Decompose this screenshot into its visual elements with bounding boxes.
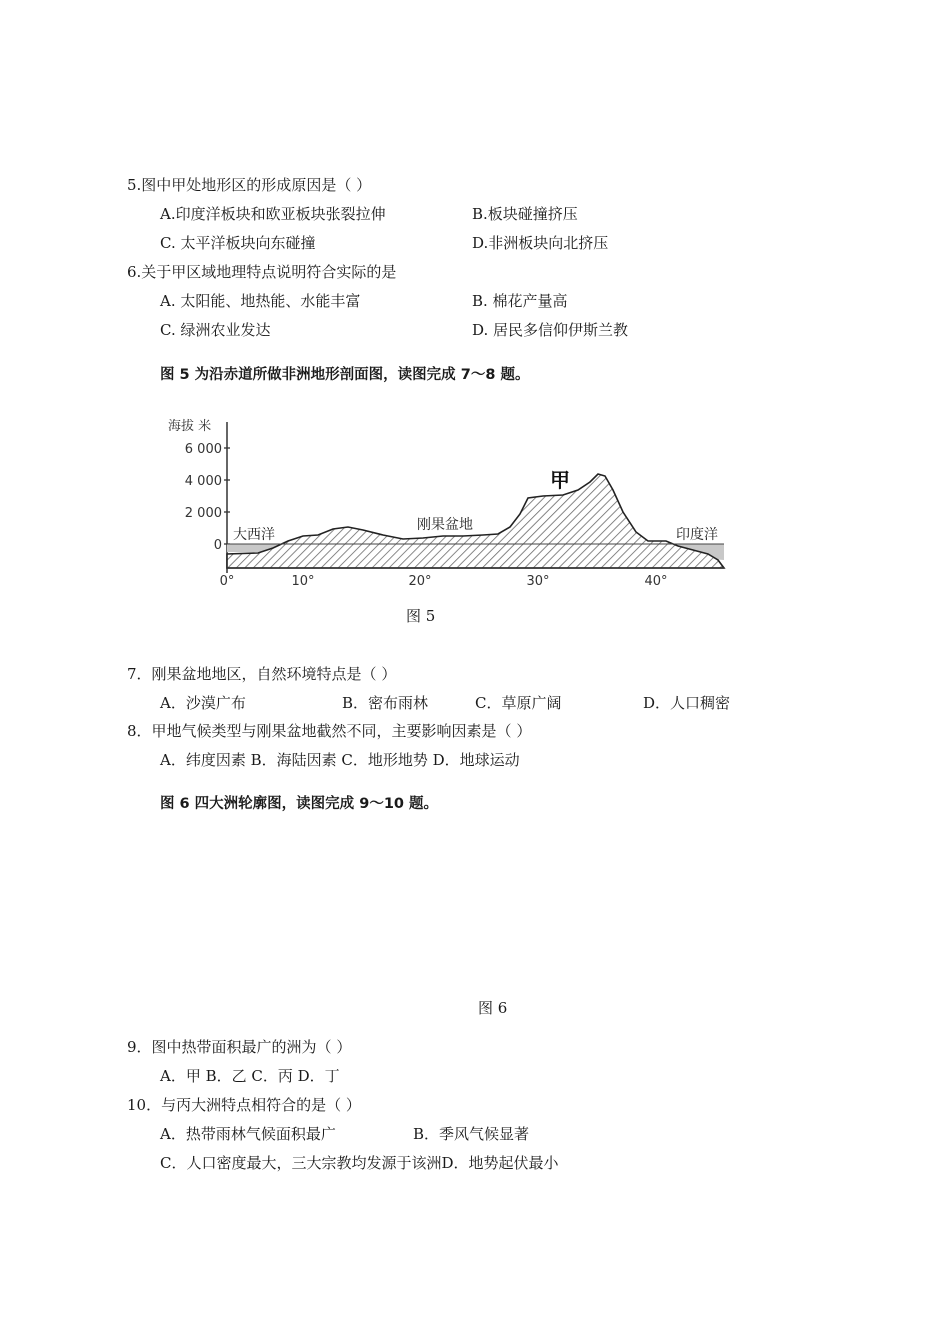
congo-basin-label: 刚果盆地 — [417, 517, 473, 533]
q5-option-d: D.非洲板块向北挤压 — [472, 234, 609, 252]
q5-option-b: B.板块碰撞挤压 — [472, 205, 578, 223]
figure6-intro: 图 6 四大洲轮廓图，读图完成 9～10 题。 — [160, 796, 439, 812]
terrain-profile — [227, 474, 724, 568]
q10-stem: 10．与丙大洲特点相符合的是（ ） — [127, 1096, 361, 1114]
q8-options: A．纬度因素 B．海陆因素 C．地形地势 D．地球运动 — [160, 751, 520, 769]
q6-stem: 6.关于甲区域地理特点说明符合实际的是 — [127, 263, 397, 281]
figure5-intro: 图 5 为沿赤道所做非洲地形剖面图，读图完成 7～8 题。 — [160, 367, 530, 383]
q7-option-a: A．沙漠广布 — [160, 694, 246, 712]
y-tick-0: 0 — [213, 538, 222, 553]
figure6-caption: 图 6 — [478, 999, 508, 1017]
q9-stem: 9．图中热带面积最广的洲为（ ） — [127, 1038, 352, 1056]
x-tick-30: 30° — [526, 574, 550, 589]
q5-option-a: A.印度洋板块和欧亚板块张裂拉伸 — [160, 205, 386, 223]
q5-stem: 5.图中甲处地形区的形成原因是（ ） — [127, 176, 372, 194]
q10-option-a: A．热带雨林气候面积最广 — [160, 1125, 336, 1143]
q7-option-b: B．密布雨林 — [342, 694, 429, 712]
q6-option-c: C. 绿洲农业发达 — [160, 321, 271, 339]
q6-option-b: B. 棉花产量高 — [472, 292, 568, 310]
q7-option-c: C．草原广阔 — [475, 694, 562, 712]
x-tick-20: 20° — [408, 574, 432, 589]
atlantic-label: 大西洋 — [233, 527, 275, 543]
indian-ocean-label: 印度洋 — [676, 527, 718, 543]
q9-options: A．甲 B．乙 C．丙 D．丁 — [160, 1067, 340, 1085]
q10-option-b: B．季风气候显著 — [413, 1125, 530, 1143]
x-tick-40: 40° — [644, 574, 668, 589]
q5-option-c: C. 太平洋板块向东碰撞 — [160, 234, 316, 252]
y-axis-label: 海拔 米 — [168, 419, 212, 434]
q10-option-c-d: C．人口密度最大，三大宗教均发源于该洲D．地势起伏最小 — [160, 1154, 559, 1172]
q6-option-d: D. 居民多信仰伊斯兰教 — [472, 321, 629, 339]
q8-stem: 8．甲地气候类型与刚果盆地截然不同，主要影响因素是（ ） — [127, 722, 532, 740]
figure5-caption: 图 5 — [406, 607, 436, 625]
y-tick-6000: 6 000 — [184, 442, 222, 457]
y-tick-4000: 4 000 — [184, 474, 222, 489]
q7-option-d: D．人口稠密 — [643, 694, 731, 712]
q6-option-a: A. 太阳能、地热能、水能丰富 — [160, 292, 361, 310]
x-tick-10: 10° — [291, 574, 315, 589]
x-tick-0: 0° — [219, 574, 235, 589]
africa-terrain-profile-figure — [158, 408, 738, 593]
y-tick-2000: 2 000 — [184, 506, 222, 521]
q7-stem: 7．刚果盆地地区，自然环境特点是（ ） — [127, 665, 397, 683]
jia-label: 甲 — [550, 468, 570, 492]
